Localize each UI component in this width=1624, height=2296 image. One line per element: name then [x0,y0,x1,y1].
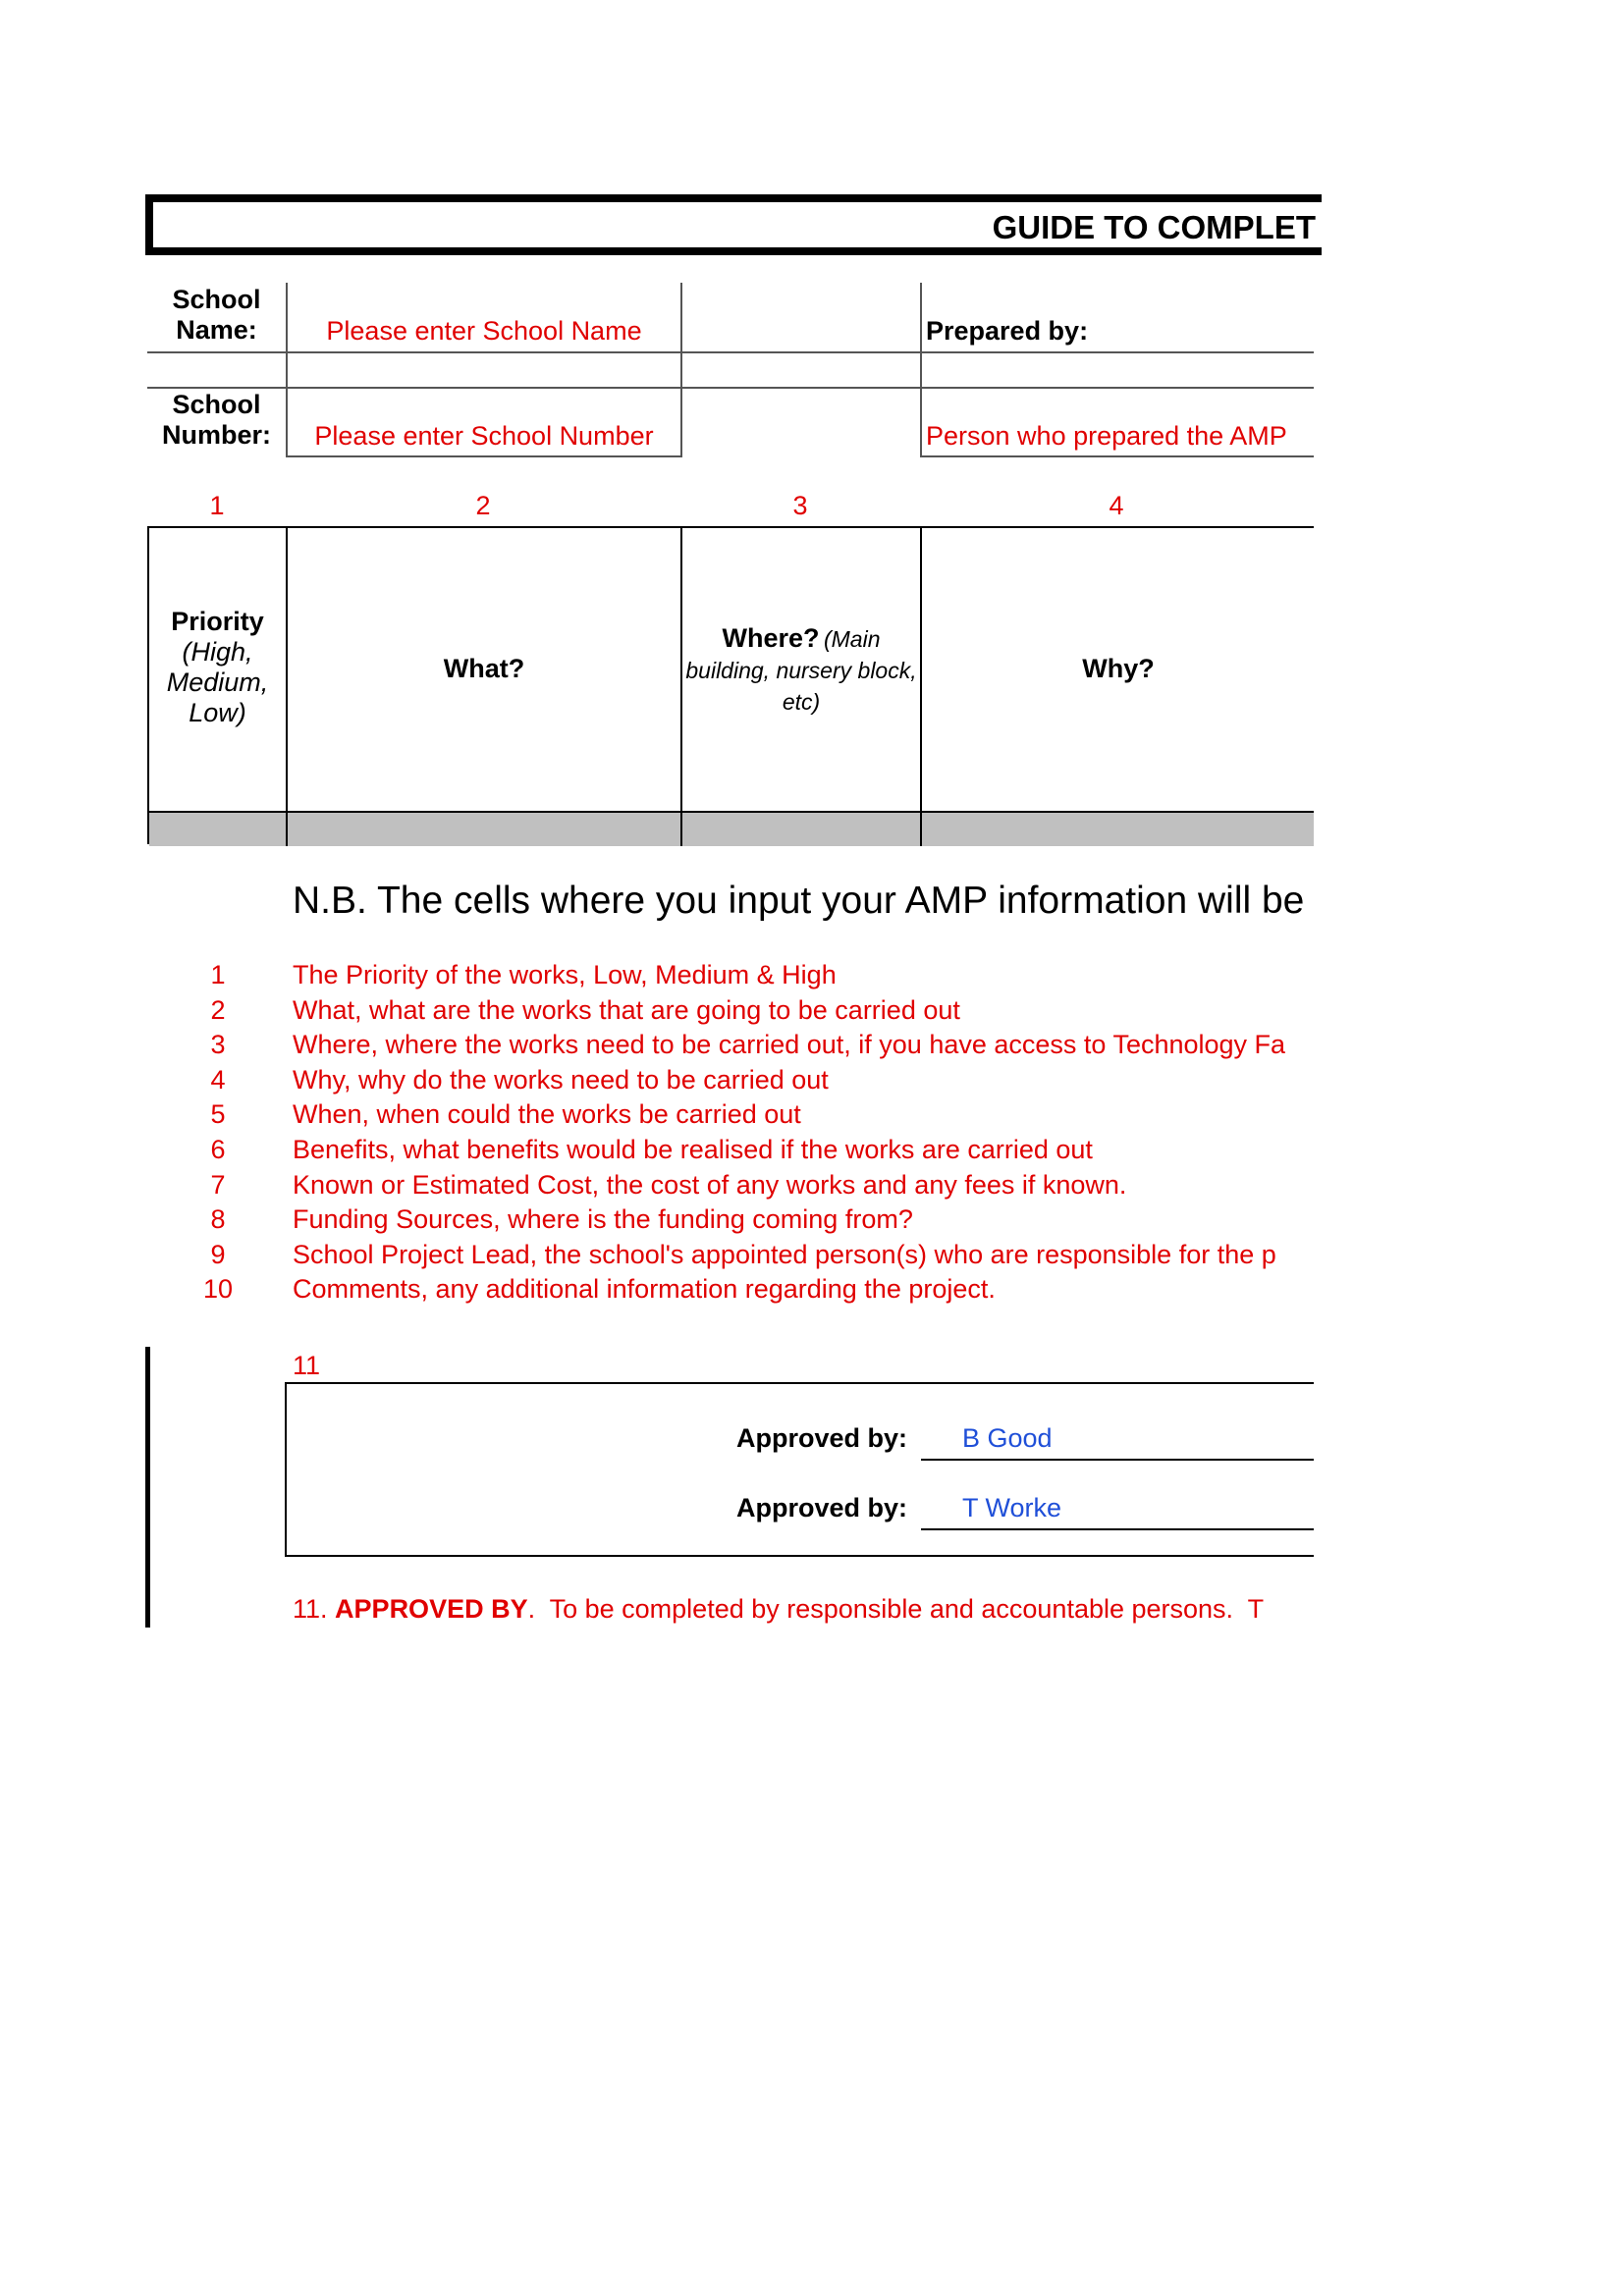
grid-line [680,283,682,457]
list-item [147,960,1314,995]
header-priority [149,607,286,728]
header-what: What? [443,654,525,683]
footnote-text: . To be completed by responsible and accountable persons. T [527,1594,1265,1624]
note-number: 3 [210,1030,226,1060]
note-number: 10 [202,1274,234,1305]
prepared-by-field[interactable]: Person who prepared the AMP [926,421,1287,451]
title-band [145,194,1322,255]
footnote-prefix: 11. [293,1594,328,1624]
approver-2-field[interactable]: T Worke [962,1493,1062,1522]
approved-by-label: Approved by: [736,1493,908,1522]
header-where [682,624,920,720]
list-item [147,1099,1314,1135]
note-text: Funding Sources, where is the funding coming from? [293,1204,913,1235]
table-divider [286,813,288,846]
note-number: 4 [210,1064,226,1095]
header-why: Why? [1082,654,1155,683]
grid-line [147,351,1314,353]
column-number: 1 [209,491,225,520]
page-title: GUIDE TO COMPLET [992,209,1316,245]
approver-1-field[interactable]: B Good [962,1423,1053,1453]
table-divider [680,813,682,846]
note-text: Where, where the works need to be carried out, if you have access to Technology Fa [293,1030,1286,1060]
approval-footnote [293,1594,1314,1625]
list-item [147,1135,1314,1170]
grid-line [920,283,922,457]
school-number-field[interactable]: Please enter School Number [314,421,654,451]
list-item [147,1065,1314,1100]
note-text: Benefits, what benefits would be realised if the works are carried out [293,1134,1093,1164]
school-name-field[interactable]: Please enter School Name [326,316,642,346]
note-number: 2 [210,994,226,1025]
school-number-label: School Number: [161,390,271,450]
school-name-label: School Name: [172,285,261,345]
note-number: 6 [210,1134,226,1164]
notes-list [147,960,1314,1309]
note-text: Known or Estimated Cost, the cost of any works and any fees if known. [293,1169,1127,1200]
where-title: Where? [722,623,820,653]
note-number: 9 [210,1239,226,1269]
note-number: 7 [210,1169,226,1200]
priority-subtitle: (High, Medium, Low) [166,637,269,727]
note-text: Comments, any additional information regarding the project. [293,1274,996,1305]
column-number: 2 [475,491,491,520]
table-divider [286,528,288,842]
list-item [147,1204,1314,1240]
grid-line [920,455,1314,457]
note-number: 1 [210,960,226,989]
signature-line [921,1528,1314,1530]
column-number: 4 [1109,491,1124,520]
table-divider [920,813,922,846]
list-item [147,995,1314,1031]
note-number: 8 [210,1204,226,1235]
table-divider [920,528,922,842]
where-subtitle: (Main building, nursery block, etc) [685,626,917,715]
column-number: 3 [792,491,808,520]
note-text: What, what are the works that are going to be carried out [293,994,960,1025]
note-text: School Project Lead, the school's appointed person(s) who are responsible for the p [293,1239,1276,1269]
signature-line [921,1459,1314,1461]
footnote-bold: APPROVED BY [335,1594,528,1624]
approval-number: 11 [293,1351,321,1380]
list-item [147,1170,1314,1205]
list-item [147,1030,1314,1065]
list-item [147,1274,1314,1309]
approval-box [285,1382,1314,1557]
grid-line [286,455,682,457]
priority-title: Priority [171,607,264,636]
note-text: When, when could the works be carried out [293,1099,801,1130]
list-item [147,1240,1314,1275]
prepared-by-label: Prepared by: [926,316,1089,346]
note-text: Why, why do the works need to be carried out [293,1064,829,1095]
note-text: The Priority of the works, Low, Medium & High [293,960,837,989]
nb-note: N.B. The cells where you input your AMP information will be [293,880,1305,922]
input-row[interactable] [149,811,1314,846]
approved-by-label: Approved by: [736,1423,908,1453]
section-bar [145,1347,150,1628]
note-number: 5 [210,1099,226,1130]
amp-table [147,526,1314,844]
grid-line [147,387,1314,389]
